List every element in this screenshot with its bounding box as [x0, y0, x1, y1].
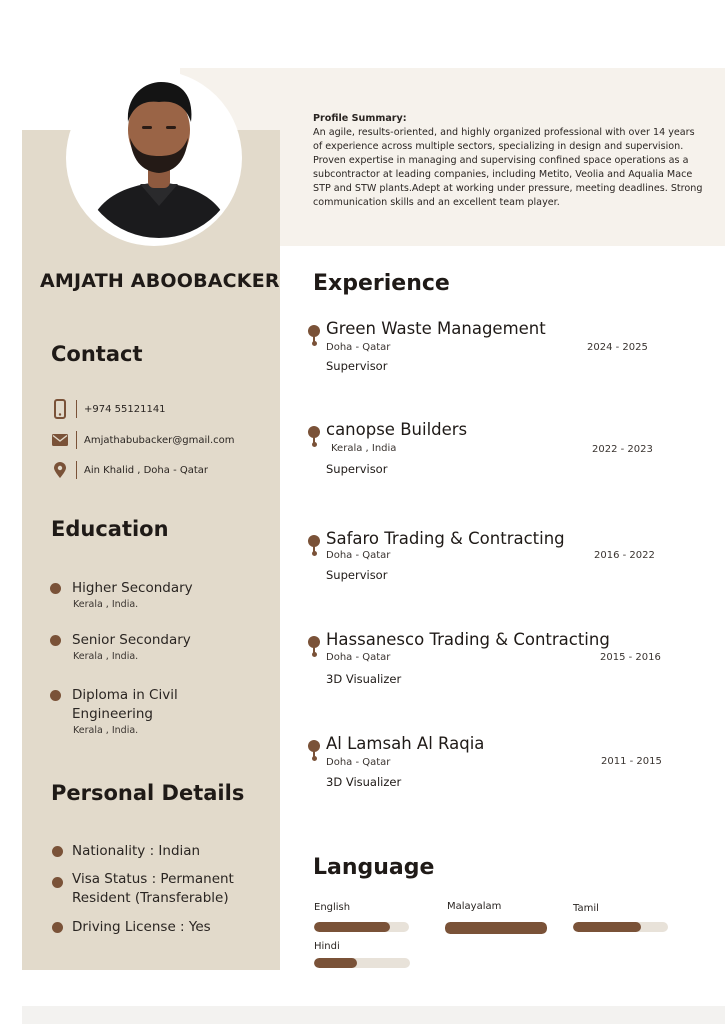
language-bar: [314, 922, 409, 932]
education-item: [50, 579, 193, 611]
job-location: Doha - Qatar: [326, 342, 391, 353]
language-bar: [445, 922, 547, 934]
language-bar-fill: [445, 922, 547, 934]
language-bar: [314, 958, 410, 968]
education-item: [50, 631, 191, 663]
education-title-cont: Engineering: [72, 706, 153, 722]
personal-item: [50, 918, 211, 937]
personal-line: Nationality : Indian: [72, 843, 201, 859]
language-bar-fill: [314, 922, 390, 932]
education-place: Kerala , India.: [73, 599, 139, 610]
job-years: 2022 - 2023: [592, 444, 653, 455]
pin-stem-icon: [313, 545, 315, 553]
company-name: canopse Builders: [326, 420, 468, 439]
bullet-icon: [52, 922, 63, 933]
contact-location: [50, 459, 208, 481]
contact-email: [50, 429, 235, 451]
contact-phone: [50, 398, 166, 420]
bullet-icon: [52, 846, 63, 857]
contact-separator: [76, 400, 77, 418]
location-pin-icon: [50, 462, 70, 478]
profile-summary: [313, 112, 705, 210]
company-name: Al Lamsah Al Raqia: [326, 734, 485, 753]
job-location: Doha - Qatar: [326, 757, 391, 768]
personal-heading: Personal Details: [51, 781, 245, 805]
pin-stem-icon: [313, 646, 315, 654]
language-bar: [573, 922, 668, 932]
pin-stem-icon: [313, 335, 315, 343]
personal-line: Visa Status : Permanent: [72, 871, 234, 887]
company-name: Green Waste Management: [326, 319, 546, 338]
personal-line: Resident (Transferable): [72, 890, 229, 906]
bullet-icon: [52, 877, 63, 888]
education-title: Higher Secondary: [72, 580, 193, 596]
contact-separator: [76, 461, 77, 479]
bullet-icon: [50, 583, 61, 594]
job-years: 2024 - 2025: [587, 342, 648, 353]
language-bar-fill: [573, 922, 641, 932]
language-heading: Language: [313, 855, 435, 880]
email-address: Amjathabubacker@gmail.com: [84, 434, 235, 446]
bullet-icon: [50, 690, 61, 701]
profile-photo: [78, 76, 240, 238]
company-name: Safaro Trading & Contracting: [326, 529, 565, 548]
job-years: 2016 - 2022: [594, 550, 655, 561]
language-bar-fill: [314, 958, 357, 968]
education-place: Kerala , India.: [73, 725, 139, 736]
language-label: Hindi: [314, 941, 340, 952]
contact-heading: Contact: [51, 342, 143, 366]
education-heading: Education: [51, 517, 169, 541]
location-text: Ain Khalid , Doha - Qatar: [84, 464, 209, 476]
education-item: [50, 686, 178, 737]
education-place: Kerala , India.: [73, 651, 139, 662]
job-role: Supervisor: [326, 462, 388, 476]
person-name: AMJATH ABOOBACKER: [40, 270, 280, 292]
job-role: Supervisor: [326, 359, 388, 373]
job-location: Doha - Qatar: [326, 652, 391, 663]
education-title: Diploma in Civil: [72, 687, 178, 703]
summary-text: An agile, results-oriented, and highly organized professional with over 14 years of experience across multiple sectors, specializing in design and supervision. Proven expertise in managing and supervising confined space operations as a subcontractor at leading companies, including Metito, Veolia and Aqualia Mace STP and STW plants.Adept at working under pressure, meeting deadlines. Strong communication skills and an excellent team player.: [313, 127, 703, 208]
company-name: Hassanesco Trading & Contracting: [326, 630, 610, 649]
personal-line: Driving License : Yes: [72, 919, 211, 935]
job-role: Supervisor: [326, 568, 388, 582]
job-role: 3D Visualizer: [326, 775, 402, 789]
personal-item: [50, 870, 234, 908]
pin-stem-icon: [313, 750, 315, 758]
language-label: English: [314, 902, 351, 913]
footer-band: [22, 1006, 725, 1024]
job-role: 3D Visualizer: [326, 672, 402, 686]
phone-icon: [50, 399, 70, 419]
job-location: Doha - Qatar: [326, 550, 391, 561]
job-years: 2015 - 2016: [600, 652, 661, 663]
bullet-icon: [50, 635, 61, 646]
contact-separator: [76, 431, 77, 449]
personal-item: [50, 842, 200, 861]
summary-title: Profile Summary:: [313, 113, 407, 124]
pin-stem-icon: [313, 436, 315, 444]
language-label: Tamil: [573, 903, 599, 914]
job-location: Kerala , India: [331, 443, 397, 454]
mail-icon: [50, 434, 70, 446]
phone-number: +974 55121141: [84, 403, 166, 415]
experience-heading: Experience: [313, 271, 450, 296]
job-years: 2011 - 2015: [601, 756, 662, 767]
education-title: Senior Secondary: [72, 632, 191, 648]
language-label: Malayalam: [447, 901, 502, 912]
